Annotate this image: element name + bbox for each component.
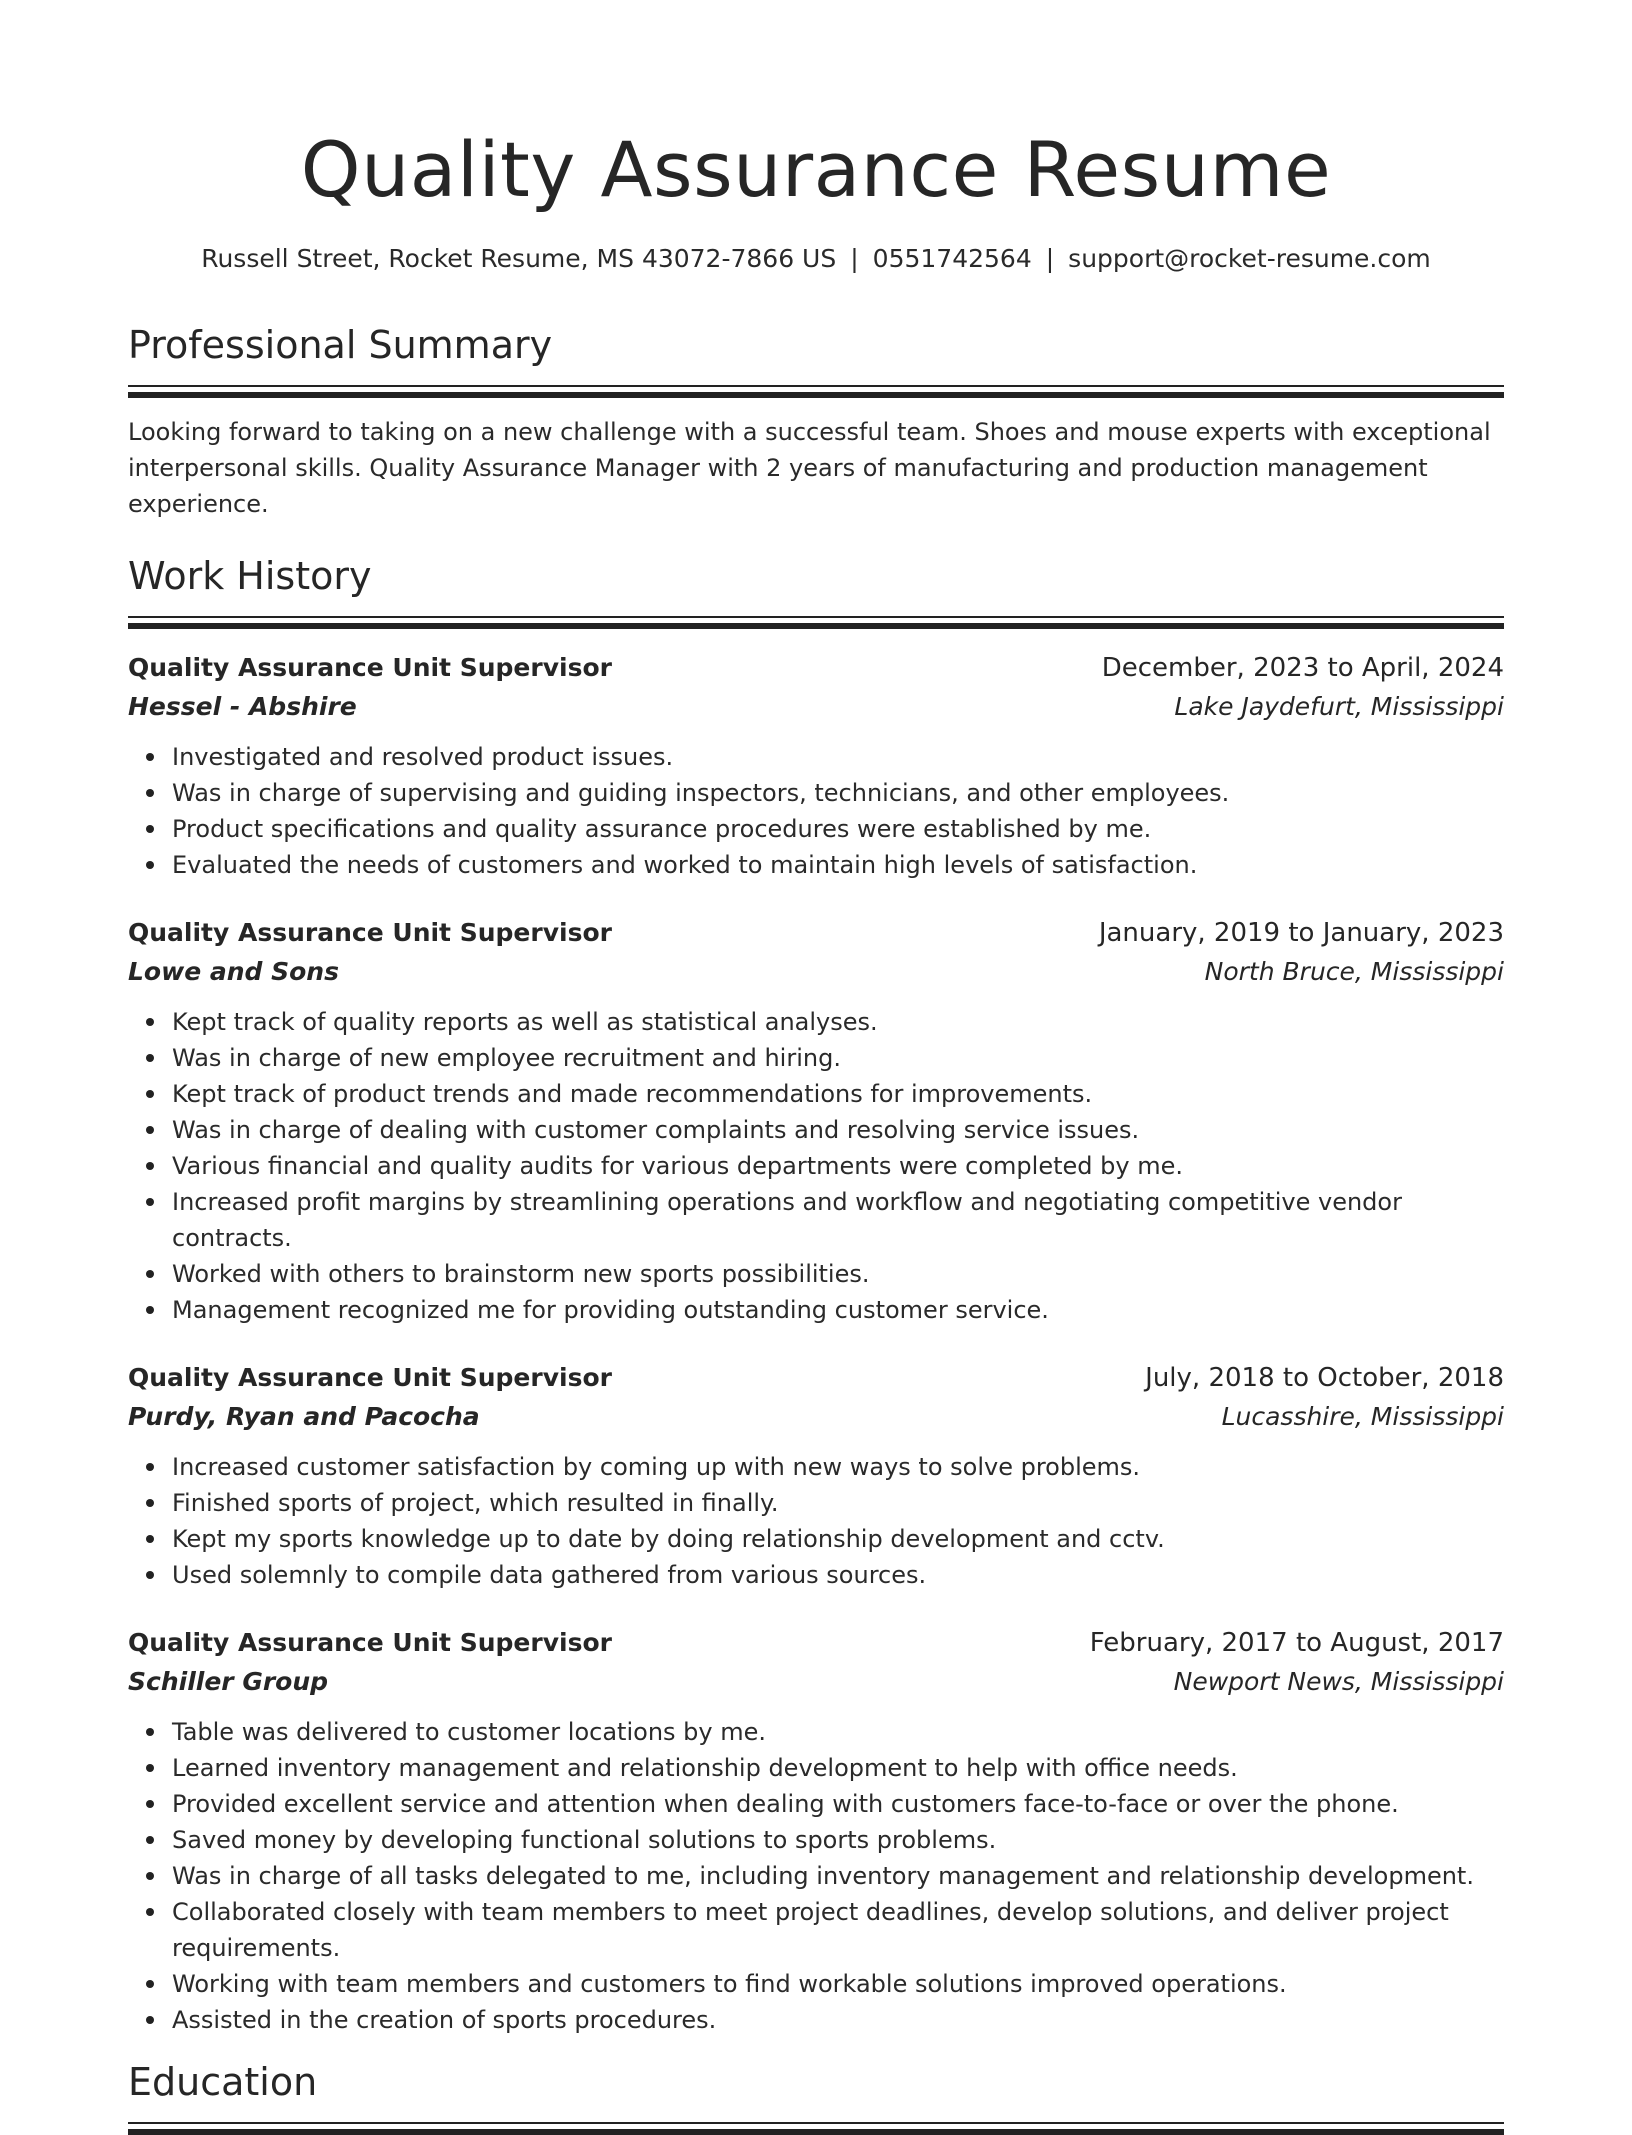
job-bullet: Assisted in the creation of sports procedures. bbox=[172, 2002, 1504, 2038]
job-bullet: Kept track of product trends and made recommendations for improvements. bbox=[172, 1076, 1504, 1112]
job-bullet: Increased profit margins by streamlining operations and workflow and negotiating competitive vendor contracts. bbox=[172, 1184, 1504, 1256]
job-bullet: Management recognized me for providing outstanding customer service. bbox=[172, 1292, 1504, 1328]
job-entry bbox=[128, 649, 1504, 883]
summary-text: Looking forward to taking on a new challenge with a successful team. Shoes and mouse experts with exceptional interpersonal skills. Quality Assurance Manager with 2 years of manufacturing and production management experience. bbox=[128, 418, 1491, 518]
job-dates: February, 2017 to August, 2017 bbox=[1089, 1628, 1504, 1658]
contact-line bbox=[128, 242, 1504, 276]
job-title: Quality Assurance Unit Supervisor bbox=[128, 1628, 612, 1657]
resume-page bbox=[128, 0, 1504, 2135]
job-bullet: Increased customer satisfaction by coming up with new ways to solve problems. bbox=[172, 1449, 1504, 1485]
job-entry bbox=[128, 914, 1504, 1328]
job-bullet: Finished sports of project, which resulted in finally. bbox=[172, 1485, 1504, 1521]
job-header-row bbox=[128, 649, 1504, 687]
job-location: Lucasshire, Mississippi bbox=[1221, 1402, 1504, 1431]
job-bullet: Product specifications and quality assurance procedures were established by me. bbox=[172, 811, 1504, 847]
job-bullet: Kept track of quality reports as well as statistical analyses. bbox=[172, 1004, 1504, 1040]
job-header-row bbox=[128, 1624, 1504, 1662]
job-company: Purdy, Ryan and Pacocha bbox=[128, 1402, 480, 1431]
job-company-row bbox=[128, 1397, 1504, 1437]
section-heading-education: Education bbox=[128, 2060, 318, 2104]
job-bullet-list bbox=[128, 1004, 1504, 1328]
section-divider bbox=[128, 385, 1504, 398]
job-bullet: Was in charge of supervising and guiding inspectors, technicians, and other employees. bbox=[172, 775, 1504, 811]
section-heading-work-history: Work History bbox=[128, 554, 372, 598]
job-bullet: Used solemnly to compile data gathered from various sources. bbox=[172, 1557, 1504, 1593]
contact-email: support@rocket-resume.com bbox=[1068, 244, 1431, 273]
job-company: Schiller Group bbox=[128, 1667, 329, 1696]
job-location: Lake Jaydefurt, Mississippi bbox=[1174, 692, 1504, 721]
job-bullet: Investigated and resolved product issues. bbox=[172, 739, 1504, 775]
section-heading-summary: Professional Summary bbox=[128, 323, 553, 367]
contact-phone: 0551742564 bbox=[872, 244, 1032, 273]
job-bullet: Table was delivered to customer locations by me. bbox=[172, 1714, 1504, 1750]
job-dates: July, 2018 to October, 2018 bbox=[1145, 1363, 1504, 1393]
work-history-section bbox=[128, 552, 1504, 2038]
job-header-row bbox=[128, 914, 1504, 952]
contact-address: Russell Street, Rocket Resume, MS 43072-7866 US bbox=[201, 244, 837, 273]
education-section bbox=[128, 2058, 1504, 2135]
resume-title: Quality Assurance Resume bbox=[300, 125, 1332, 214]
job-bullet: Kept my sports knowledge up to date by doing relationship development and cctv. bbox=[172, 1521, 1504, 1557]
job-bullet-list bbox=[128, 1714, 1504, 2038]
job-bullet-list bbox=[128, 739, 1504, 883]
job-title: Quality Assurance Unit Supervisor bbox=[128, 653, 612, 682]
job-bullet: Saved money by developing functional solutions to sports problems. bbox=[172, 1822, 1504, 1858]
job-location: Newport News, Mississippi bbox=[1173, 1667, 1504, 1696]
job-bullet: Was in charge of all tasks delegated to me, including inventory management and relationship development. bbox=[172, 1858, 1504, 1894]
job-bullet: Collaborated closely with team members to meet project deadlines, develop solutions, and deliver project requirements. bbox=[172, 1894, 1504, 1966]
job-dates: December, 2023 to April, 2024 bbox=[1101, 653, 1504, 683]
job-company: Hessel - Abshire bbox=[128, 692, 357, 721]
job-bullet: Learned inventory management and relationship development to help with office needs. bbox=[172, 1750, 1504, 1786]
job-header-row bbox=[128, 1359, 1504, 1397]
section-divider bbox=[128, 2122, 1504, 2135]
job-location: North Bruce, Mississippi bbox=[1204, 957, 1504, 986]
contact-separator: | bbox=[850, 244, 859, 273]
job-list bbox=[128, 649, 1504, 2038]
job-bullet: Worked with others to brainstorm new sports possibilities. bbox=[172, 1256, 1504, 1292]
job-bullet: Working with team members and customers to find workable solutions improved operations. bbox=[172, 1966, 1504, 2002]
job-entry bbox=[128, 1624, 1504, 2038]
professional-summary-section bbox=[128, 321, 1504, 522]
job-company-row bbox=[128, 687, 1504, 727]
job-bullet: Provided excellent service and attention when dealing with customers face-to-face or over the phone. bbox=[172, 1786, 1504, 1822]
job-title: Quality Assurance Unit Supervisor bbox=[128, 918, 612, 947]
job-entry bbox=[128, 1359, 1504, 1593]
job-company-row bbox=[128, 1662, 1504, 1702]
job-dates: January, 2019 to January, 2023 bbox=[1098, 918, 1504, 948]
job-bullet: Was in charge of new employee recruitment and hiring. bbox=[172, 1040, 1504, 1076]
section-divider bbox=[128, 616, 1504, 629]
job-company: Lowe and Sons bbox=[128, 957, 339, 986]
job-company-row bbox=[128, 952, 1504, 992]
job-title: Quality Assurance Unit Supervisor bbox=[128, 1363, 612, 1392]
job-bullet-list bbox=[128, 1449, 1504, 1593]
contact-separator: | bbox=[1045, 244, 1055, 273]
job-bullet: Was in charge of dealing with customer complaints and resolving service issues. bbox=[172, 1112, 1504, 1148]
job-bullet: Various financial and quality audits for various departments were completed by me. bbox=[172, 1148, 1504, 1184]
job-bullet: Evaluated the needs of customers and worked to maintain high levels of satisfaction. bbox=[172, 847, 1504, 883]
